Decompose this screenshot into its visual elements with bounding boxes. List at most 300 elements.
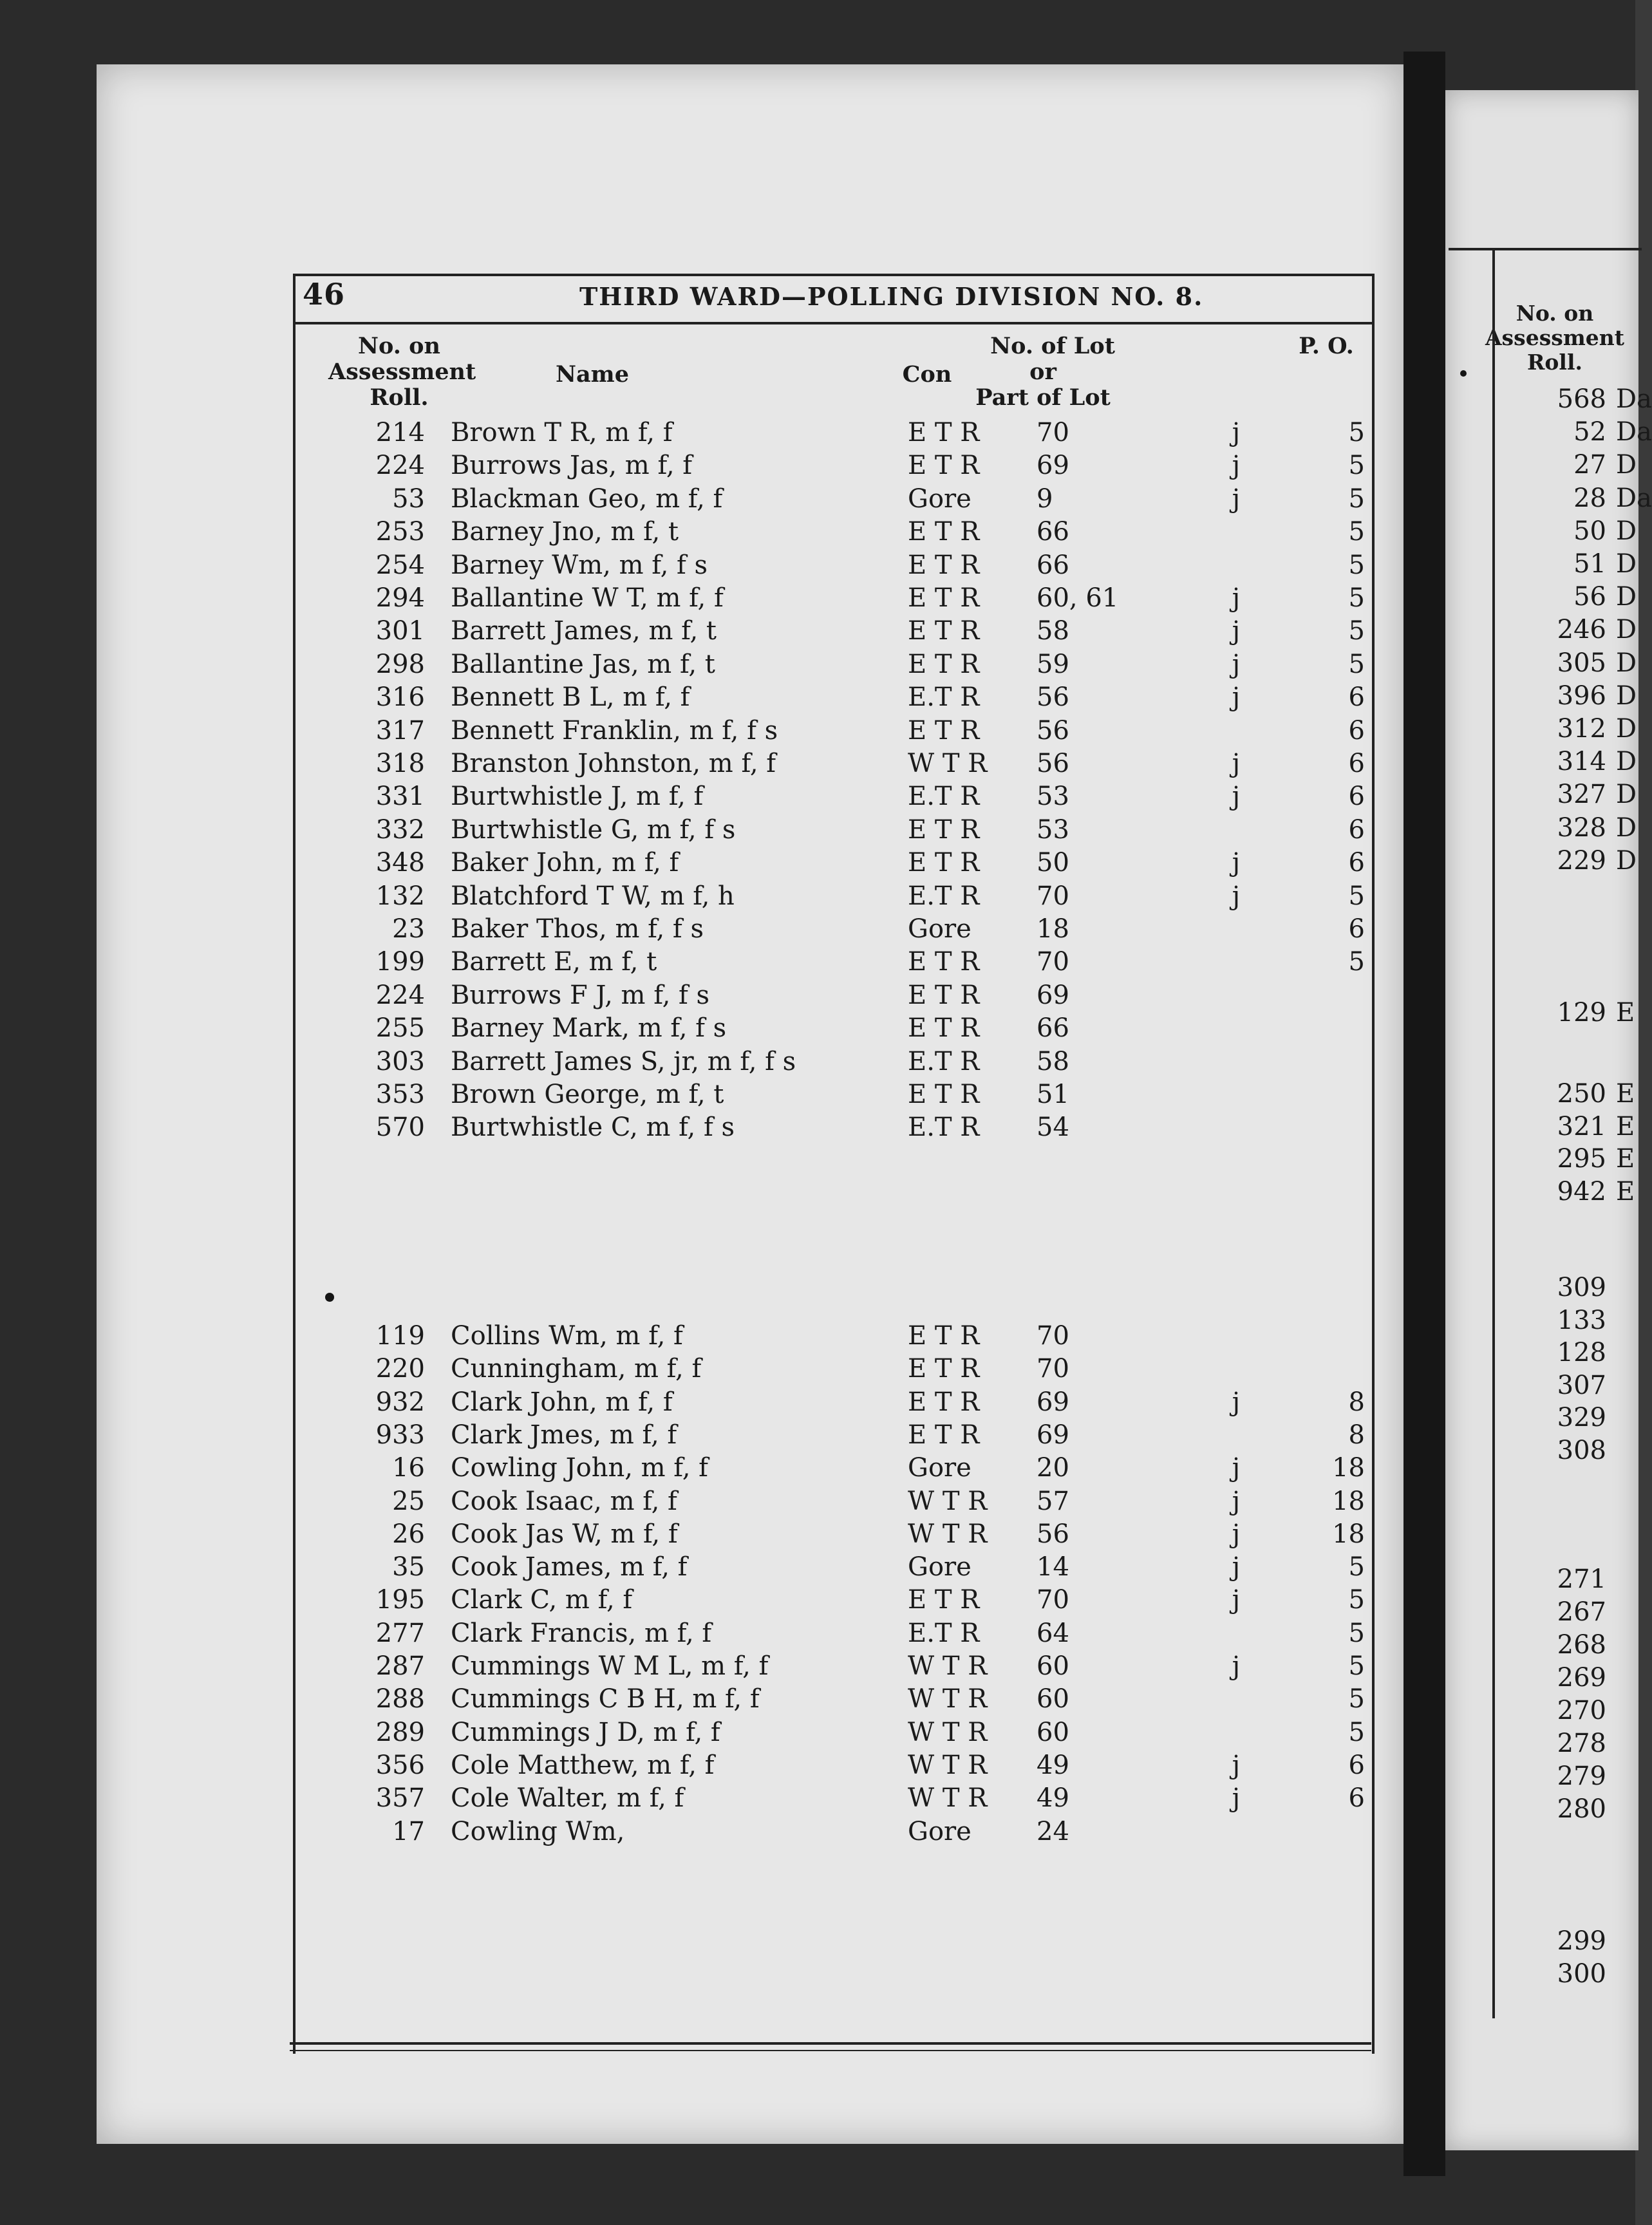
post-office: 5: [1348, 451, 1365, 481]
lot-number: 56: [1037, 682, 1069, 713]
voter-name: Barney Mark, m f, f s: [451, 1013, 727, 1044]
right-page-rule: [1449, 248, 1642, 250]
post-office: 6: [1348, 782, 1365, 812]
name-fragment: D: [1616, 845, 1637, 876]
post-office: 5: [1348, 1717, 1365, 1747]
post-office: 6: [1348, 682, 1365, 713]
right-page-row: [1449, 1369, 1610, 1402]
concession: E T R: [908, 980, 980, 1010]
juror-mark: j: [1232, 749, 1241, 778]
roll-number: 250: [1557, 1079, 1606, 1109]
roll-number: 267: [1557, 1597, 1606, 1627]
voter-name: Barney Jno, m f, t: [451, 517, 679, 547]
concession: E T R: [908, 848, 980, 878]
voter-name: Cook Isaac, m f, f: [451, 1486, 677, 1516]
roll-number: 129: [1557, 998, 1606, 1028]
voter-name: Burtwhistle C, m f, f s: [451, 1112, 735, 1143]
juror-mark: j: [1232, 848, 1241, 878]
roll-number: 17: [392, 1816, 425, 1846]
roll-number: 51: [1573, 549, 1606, 579]
concession: W T R: [908, 1750, 988, 1780]
right-page-row: [1449, 416, 1652, 448]
name-fragment: Da: [1616, 417, 1652, 447]
roll-number: 268: [1557, 1630, 1606, 1660]
voter-name: Blatchford T W, m f, h: [451, 881, 735, 911]
roll-number: 932: [375, 1387, 425, 1417]
post-office: 5: [1348, 1651, 1365, 1681]
juror-mark: j: [1232, 782, 1241, 812]
concession: Gore: [908, 914, 971, 944]
concession: Gore: [908, 1552, 971, 1582]
roll-number: 133: [1557, 1305, 1606, 1335]
concession: Gore: [908, 1816, 971, 1846]
col-head-line: Part of Lot: [975, 384, 1111, 411]
roll-number: 26: [392, 1519, 425, 1549]
col-head-line: or: [1029, 359, 1056, 385]
roll-number: 332: [375, 814, 425, 845]
roll-number: 303: [375, 1046, 425, 1076]
post-office: 5: [1348, 1585, 1365, 1615]
col-head-lot: [966, 333, 1120, 411]
roll-number: 28: [1573, 483, 1606, 513]
name-fragment: D: [1616, 516, 1637, 546]
concession: W T R: [908, 1783, 988, 1814]
roll-number: 318: [375, 749, 425, 778]
juror-mark: j: [1232, 1783, 1241, 1814]
concession: E.T R: [908, 1112, 980, 1143]
name-fragment: D: [1616, 615, 1637, 645]
juror-mark: j: [1232, 1651, 1241, 1681]
post-office: 5: [1348, 616, 1365, 646]
lot-number: 60, 61: [1037, 583, 1119, 613]
right-page-row: [1449, 1304, 1610, 1337]
roll-number: 299: [1557, 1926, 1606, 1956]
lot-number: 56: [1037, 1519, 1069, 1549]
voter-name: Clark John, m f, f: [451, 1387, 673, 1417]
right-page-row: [1449, 449, 1637, 481]
juror-mark: j: [1232, 1486, 1241, 1516]
lot-number: 54: [1037, 1112, 1069, 1143]
roll-number: 307: [1557, 1370, 1606, 1400]
post-office: 6: [1348, 749, 1365, 778]
roll-number: 357: [375, 1783, 425, 1814]
voter-name: Burrows F J, m f, f s: [451, 980, 710, 1010]
roll-number: 214: [375, 418, 425, 447]
lot-number: 66: [1037, 550, 1069, 580]
lot-number: 70: [1037, 418, 1069, 447]
lot-number: 53: [1037, 782, 1069, 812]
name-fragment: D: [1616, 714, 1637, 744]
juror-mark: j: [1232, 1552, 1241, 1582]
right-page-row: [1449, 383, 1652, 415]
right-page-row: [1449, 1078, 1635, 1110]
roll-number: 301: [375, 616, 425, 646]
post-office: 6: [1348, 1783, 1365, 1814]
post-office: 5: [1348, 881, 1365, 911]
lot-number: 14: [1037, 1552, 1069, 1582]
voter-name: Cummings J D, m f, f: [451, 1717, 720, 1747]
post-office: 6: [1348, 814, 1365, 845]
concession: E T R: [908, 1420, 980, 1450]
right-page-row: [1449, 713, 1637, 745]
col-head-line: No. on: [1516, 301, 1594, 326]
lot-number: 58: [1037, 1046, 1069, 1076]
concession: E T R: [908, 947, 980, 977]
post-office: 5: [1348, 1552, 1365, 1582]
voter-name: Cummings C B H, m f, f: [451, 1684, 760, 1714]
right-page-row: [1449, 515, 1637, 547]
juror-mark: j: [1232, 1585, 1241, 1615]
lot-number: 49: [1037, 1783, 1069, 1814]
concession: Gore: [908, 483, 971, 514]
header-top-rule: [293, 274, 1375, 276]
roll-number: 305: [1557, 648, 1606, 678]
roll-number: 312: [1557, 714, 1606, 744]
lot-number: 70: [1037, 1585, 1069, 1615]
roll-number: 27: [1573, 450, 1606, 480]
right-page-row: [1449, 680, 1637, 712]
roll-number: 308: [1557, 1435, 1606, 1465]
post-office: 5: [1348, 483, 1365, 514]
concession: E T R: [908, 616, 980, 646]
concession: E.T R: [908, 1046, 980, 1076]
voter-name: Clark Jmes, m f, f: [451, 1420, 677, 1450]
right-page-row: [1449, 1143, 1635, 1175]
juror-mark: j: [1232, 483, 1241, 514]
right-page-row: [1449, 1402, 1610, 1434]
right-page-row: [1449, 1629, 1610, 1661]
roll-number: 270: [1557, 1696, 1606, 1725]
right-page-row: [1449, 1337, 1610, 1369]
right-page-row: [1449, 1662, 1610, 1694]
roll-number: 568: [1557, 384, 1606, 414]
voter-name: Cummings W M L, m f, f: [451, 1651, 769, 1681]
lot-number: 60: [1037, 1684, 1069, 1714]
concession: E.T R: [908, 782, 980, 812]
lot-number: 70: [1037, 881, 1069, 911]
right-page-row: [1449, 1760, 1610, 1792]
concession: E T R: [908, 715, 980, 746]
roll-number: 328: [1557, 812, 1606, 843]
voter-name: Barney Wm, m f, f s: [451, 550, 708, 580]
voter-name: Barrett E, m f, t: [451, 947, 657, 977]
name-fragment: E: [1616, 1079, 1635, 1109]
lot-number: 69: [1037, 980, 1069, 1010]
concession: Gore: [908, 1453, 971, 1483]
roll-number: 255: [375, 1013, 425, 1044]
roll-number: 271: [1557, 1564, 1606, 1594]
concession: E T R: [908, 1354, 980, 1384]
concession: E.T R: [908, 1618, 980, 1648]
voter-name: Branston Johnston, m f, f: [451, 749, 776, 778]
voter-name: Collins Wm, m f, f: [451, 1321, 683, 1351]
right-page-row: [1449, 1727, 1610, 1760]
lot-number: 70: [1037, 1321, 1069, 1351]
right-page-row: [1449, 1434, 1610, 1467]
name-fragment: D: [1616, 747, 1637, 777]
roll-number: 294: [375, 583, 425, 613]
right-page-row: [1449, 1111, 1635, 1143]
col-head-line: Assessment: [1485, 325, 1625, 350]
post-office: 5: [1348, 418, 1365, 447]
roll-number: 199: [375, 947, 425, 977]
ink-speck: [1460, 370, 1467, 377]
col-head-po: P. O.: [1299, 333, 1354, 359]
voter-name: Clark C, m f, f: [451, 1585, 633, 1615]
name-fragment: D: [1616, 780, 1637, 810]
concession: E T R: [908, 517, 980, 547]
concession: E T R: [908, 1013, 980, 1044]
roll-number: 269: [1557, 1663, 1606, 1693]
roll-number: 25: [392, 1486, 425, 1516]
roll-number: 50: [1573, 516, 1606, 546]
voter-name: Clark Francis, m f, f: [451, 1618, 712, 1648]
voter-name: Ballantine W T, m f, f: [451, 583, 724, 613]
name-fragment: D: [1616, 681, 1637, 711]
post-office: 18: [1332, 1519, 1365, 1549]
right-page-row: [1449, 1925, 1610, 1957]
roll-number: 254: [375, 550, 425, 580]
right-page-row: [1449, 647, 1637, 679]
concession: E T R: [908, 418, 980, 447]
lot-number: 66: [1037, 1013, 1069, 1044]
page-number: 46: [303, 277, 346, 312]
right-page-row: [1449, 746, 1637, 778]
juror-mark: j: [1232, 682, 1241, 713]
right-page-row: [1449, 614, 1637, 646]
col-head-line: Assessment: [328, 359, 476, 385]
voter-name: Brown T R, m f, f: [451, 418, 673, 447]
concession: E T R: [908, 1080, 980, 1109]
concession: W T R: [908, 1684, 988, 1714]
ink-speck: [325, 1293, 334, 1302]
roll-number: 396: [1557, 681, 1606, 711]
roll-number: 933: [375, 1420, 425, 1450]
post-office: 5: [1348, 550, 1365, 580]
right-page-row: [1449, 1793, 1610, 1825]
voter-name: Cunningham, m f, f: [451, 1354, 702, 1384]
name-fragment: D: [1616, 549, 1637, 579]
roll-number: 289: [375, 1717, 425, 1747]
juror-mark: j: [1232, 881, 1241, 911]
col-head-name: Name: [556, 361, 629, 388]
name-fragment: E: [1616, 1111, 1635, 1141]
lot-number: 59: [1037, 649, 1069, 679]
name-fragment: D: [1616, 812, 1637, 843]
post-office: 6: [1348, 715, 1365, 746]
lot-number: 20: [1037, 1453, 1069, 1483]
voter-name: Barrett James S, jr, m f, f s: [451, 1046, 796, 1076]
right-page-row: [1449, 1272, 1610, 1304]
voter-name: Bennett B L, m f, f: [451, 682, 690, 713]
lot-number: 60: [1037, 1651, 1069, 1681]
post-office: 5: [1348, 1618, 1365, 1648]
lot-number: 49: [1037, 1750, 1069, 1780]
roll-number: 570: [375, 1112, 425, 1143]
roll-number: 287: [375, 1651, 425, 1681]
post-office: 5: [1348, 649, 1365, 679]
voter-name: Cowling John, m f, f: [451, 1453, 708, 1483]
roll-number: 300: [1557, 1959, 1606, 1989]
concession: E T R: [908, 1585, 980, 1615]
concession: W T R: [908, 1519, 988, 1549]
name-fragment: Da: [1616, 384, 1652, 414]
voter-name: Cook Jas W, m f, f: [451, 1519, 678, 1549]
roll-number: 229: [1557, 845, 1606, 876]
concession: E T R: [908, 1321, 980, 1351]
roll-number: 331: [375, 782, 425, 812]
juror-mark: j: [1232, 616, 1241, 646]
voter-name: Baker Thos, m f, f s: [451, 914, 704, 944]
juror-mark: j: [1232, 649, 1241, 679]
concession: E.T R: [908, 881, 980, 911]
post-office: 6: [1348, 914, 1365, 944]
right-table-rule: [1372, 274, 1375, 2054]
roll-number: 23: [392, 914, 425, 944]
concession: W T R: [908, 1651, 988, 1681]
post-office: 6: [1348, 848, 1365, 878]
right-page-row: [1449, 778, 1637, 811]
roll-number: 288: [375, 1684, 425, 1714]
book-gutter: [1403, 52, 1445, 2176]
right-page-row: [1449, 1958, 1610, 1990]
roll-number: 316: [375, 682, 425, 713]
lot-number: 69: [1037, 1420, 1069, 1450]
concession: W T R: [908, 749, 988, 778]
concession: E.T R: [908, 682, 980, 713]
roll-number: 348: [375, 848, 425, 878]
right-page-row: [1449, 1695, 1610, 1727]
voter-name: Burtwhistle J, m f, f: [451, 782, 704, 812]
roll-number: 35: [392, 1552, 425, 1582]
lot-number: 24: [1037, 1816, 1069, 1846]
roll-number: 132: [375, 881, 425, 911]
lot-number: 58: [1037, 616, 1069, 646]
voter-name: Bennett Franklin, m f, f s: [451, 715, 778, 746]
name-fragment: Da: [1616, 483, 1652, 513]
right-page-row: [1449, 845, 1637, 877]
header-bottom-rule: [293, 322, 1375, 324]
right-page-row: [1449, 1596, 1610, 1628]
roll-number: 195: [375, 1585, 425, 1615]
name-fragment: D: [1616, 450, 1637, 480]
roll-number: 317: [375, 715, 425, 746]
footer-rule-2: [290, 2050, 1371, 2051]
roll-number: 327: [1557, 780, 1606, 810]
concession: E T R: [908, 814, 980, 845]
post-office: 5: [1348, 583, 1365, 613]
roll-number: 298: [375, 649, 425, 679]
col-head-line: No. of Lot: [990, 333, 1115, 359]
juror-mark: j: [1232, 451, 1241, 481]
roll-number: 280: [1557, 1794, 1606, 1824]
roll-number: 353: [375, 1080, 425, 1109]
voter-name: Barrett James, m f, t: [451, 616, 717, 646]
roll-number: 119: [375, 1321, 425, 1351]
right-page-row: [1449, 997, 1635, 1029]
lot-number: 51: [1037, 1080, 1069, 1109]
roll-number: 56: [1573, 582, 1606, 612]
roll-number: 314: [1557, 747, 1606, 777]
juror-mark: j: [1232, 583, 1241, 613]
voter-name: Ballantine Jas, m f, t: [451, 649, 715, 679]
roll-number: 253: [375, 517, 425, 547]
left-table-rule: [293, 274, 296, 2054]
right-page-row: [1449, 482, 1652, 514]
roll-number: 356: [375, 1750, 425, 1780]
concession: E T R: [908, 583, 980, 613]
roll-number: 224: [375, 980, 425, 1010]
lot-number: 60: [1037, 1717, 1069, 1747]
post-office: 5: [1348, 517, 1365, 547]
lot-number: 50: [1037, 848, 1069, 878]
voter-name: Blackman Geo, m f, f: [451, 483, 723, 514]
roll-number: 321: [1557, 1111, 1606, 1141]
voter-name: Baker John, m f, f: [451, 848, 679, 878]
roll-number: 16: [392, 1453, 425, 1483]
roll-number: 224: [375, 451, 425, 481]
col-head-line: Roll.: [1527, 350, 1582, 375]
lot-number: 69: [1037, 451, 1069, 481]
right-page-row: [1449, 548, 1637, 580]
lot-number: 64: [1037, 1618, 1069, 1648]
roll-number: 278: [1557, 1729, 1606, 1758]
lot-number: 18: [1037, 914, 1069, 944]
concession: E T R: [908, 649, 980, 679]
lot-number: 57: [1037, 1486, 1069, 1516]
roll-number: 942: [1557, 1176, 1606, 1206]
voter-name: Cole Walter, m f, f: [451, 1783, 684, 1814]
voter-name: Burrows Jas, m f, f: [451, 451, 693, 481]
name-fragment: D: [1616, 648, 1637, 678]
post-office: 6: [1348, 1750, 1365, 1780]
lot-number: 69: [1037, 1387, 1069, 1417]
lot-number: 56: [1037, 715, 1069, 746]
juror-mark: j: [1232, 1519, 1241, 1549]
post-office: 18: [1332, 1486, 1365, 1516]
col-head-line: No. on: [358, 333, 440, 359]
lot-number: 53: [1037, 814, 1069, 845]
roll-number: 128: [1557, 1338, 1606, 1367]
post-office: 8: [1348, 1387, 1365, 1417]
roll-number: 295: [1557, 1144, 1606, 1174]
post-office: 8: [1348, 1420, 1365, 1450]
roll-number: 277: [375, 1618, 425, 1648]
name-fragment: D: [1616, 582, 1637, 612]
lot-number: 56: [1037, 749, 1069, 778]
concession: E T R: [908, 451, 980, 481]
roll-number: 52: [1573, 417, 1606, 447]
name-fragment: E: [1616, 1176, 1635, 1206]
roll-number: 309: [1557, 1273, 1606, 1302]
page-title: THIRD WARD—POLLING DIVISION NO. 8.: [579, 282, 1204, 311]
voter-name: Cook James, m f, f: [451, 1552, 688, 1582]
lot-number: 70: [1037, 1354, 1069, 1384]
juror-mark: j: [1232, 1387, 1241, 1417]
concession: W T R: [908, 1717, 988, 1747]
lot-number: 9: [1037, 483, 1053, 514]
lot-number: 70: [1037, 947, 1069, 977]
right-page-row: [1449, 1563, 1610, 1595]
juror-mark: j: [1232, 1453, 1241, 1483]
concession: W T R: [908, 1486, 988, 1516]
roll-number: 329: [1557, 1403, 1606, 1432]
concession: E T R: [908, 1387, 980, 1417]
footer-rule-1: [290, 2042, 1371, 2045]
right-page-row: [1449, 1176, 1635, 1208]
col-head-con: Con: [902, 361, 952, 388]
roll-number: 220: [375, 1354, 425, 1384]
